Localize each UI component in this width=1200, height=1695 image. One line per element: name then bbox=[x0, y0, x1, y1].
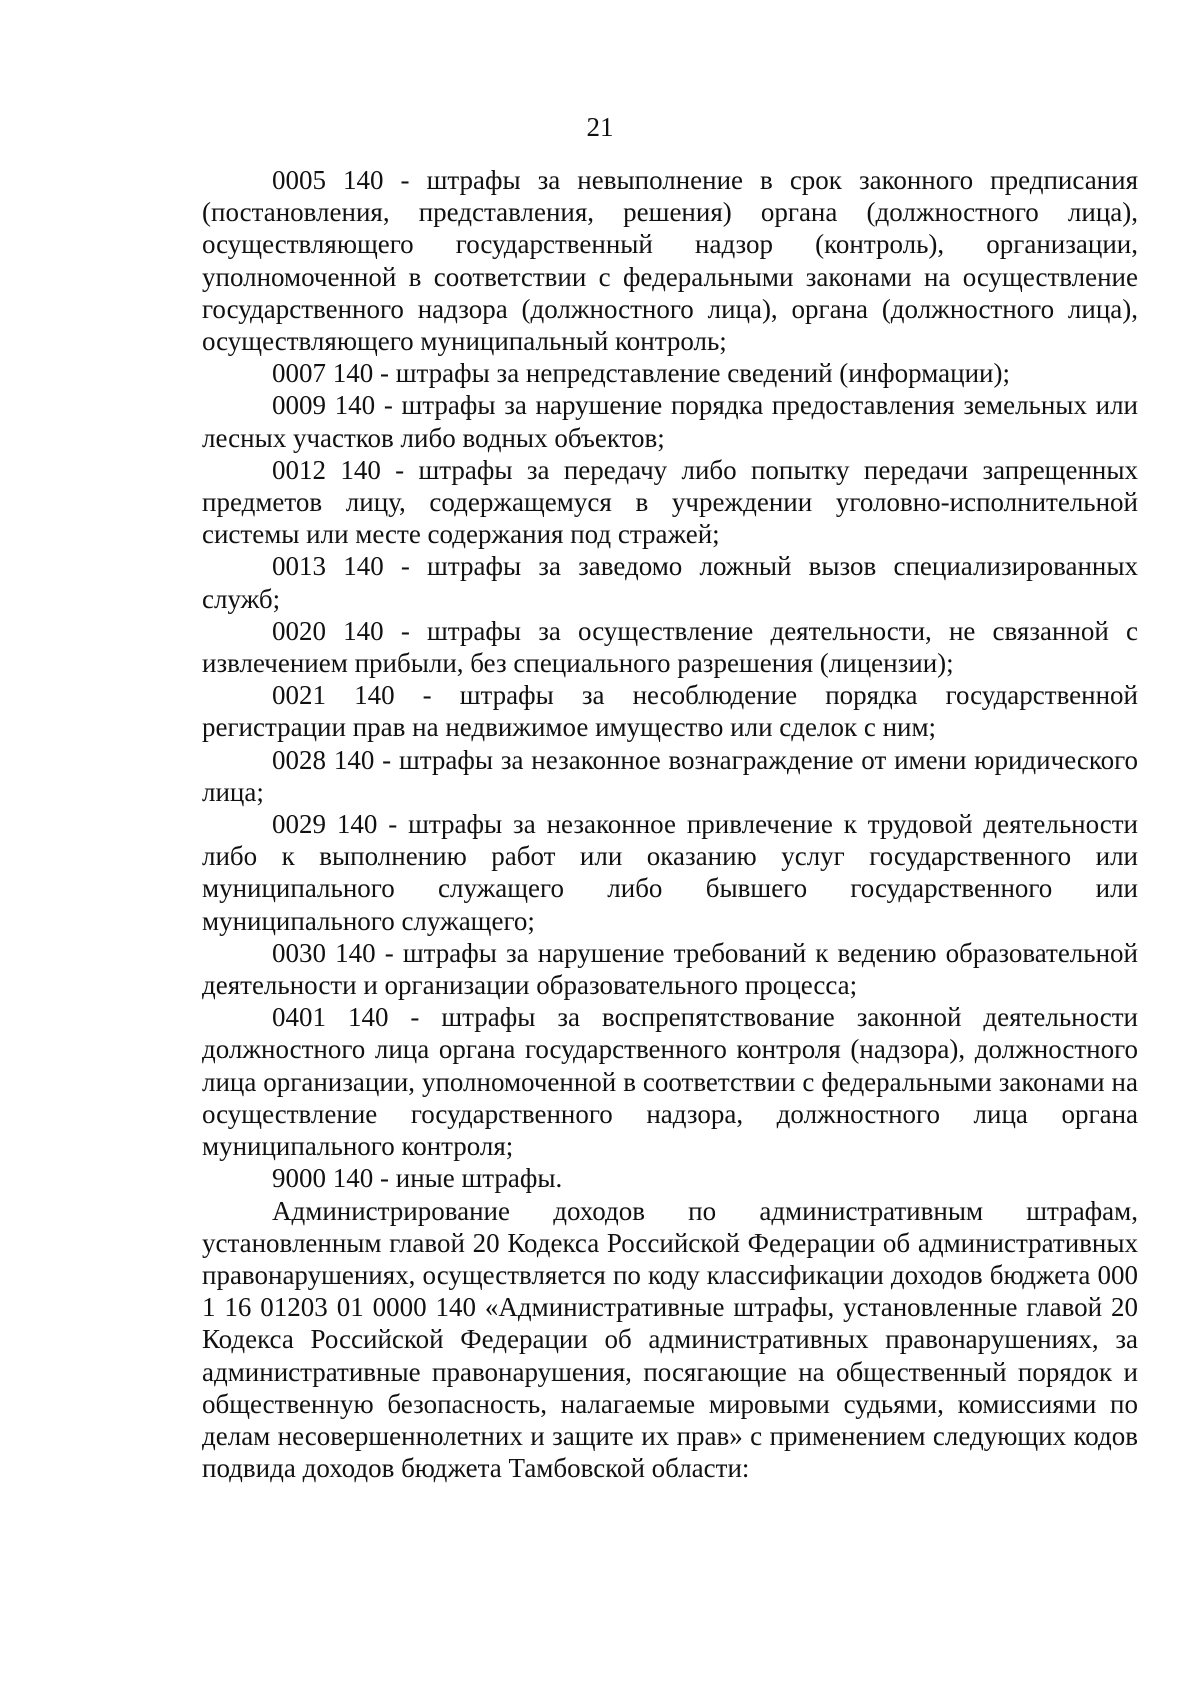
paragraph-0021: 0021 140 - штрафы за несоблюдение порядка государственной регистрации прав на недвижимое имущество или сделок с ним; bbox=[202, 680, 1138, 743]
paragraph-0013: 0013 140 - штрафы за заведомо ложный вызов специализированных служб; bbox=[202, 551, 1138, 614]
paragraph-9000: 9000 140 - иные штрафы. bbox=[272, 1163, 563, 1194]
document-body bbox=[202, 164, 1138, 1484]
paragraph-0005: 0005 140 - штрафы за невыполнение в срок законного предписания (постановления, представления, решения) органа (должностного лица), осуществляющего государственный надзор (контроль), организации, уполномоченной в соответствии с федеральными законами на осуществление государственного надзора (должностного лица), органа (должностного лица), осуществляющего муниципальный контроль; bbox=[202, 165, 1138, 357]
paragraph-0029: 0029 140 - штрафы за незаконное привлечение к трудовой деятельности либо к выполнению работ или оказанию услуг государственного или муниципального служащего либо бывшего государственного или муниципального служащего; bbox=[202, 809, 1138, 936]
paragraph-0028: 0028 140 - штрафы за незаконное вознаграждение от имени юридического лица; bbox=[202, 744, 1138, 807]
paragraph-0030: 0030 140 - штрафы за нарушение требований к ведению образовательной деятельности и организации образовательного процесса; bbox=[202, 937, 1138, 1001]
paragraph-0007: 0007 140 - штрафы за непредставление сведений (информации); bbox=[272, 358, 1010, 389]
paragraph-0012: 0012 140 - штрафы за передачу либо попытку передачи запрещенных предметов лицу, содержащемуся в учреждении уголовно-исполнительной системы или месте содержания под стражей; bbox=[202, 454, 1138, 550]
paragraph-0020: 0020 140 - штрафы за осуществление деятельности, не связанной с извлечением прибыли, без специального разрешения (лицензии); bbox=[202, 615, 1138, 679]
paragraph-administration: Администрирование доходов по административным штрафам, установленным главой 20 Кодекса Российской Федерации об административных правонарушениях, осуществляется по коду классификации доходов бюджета 000 1 16 01203 01 0000 140 «Административные штрафы, установленные главой 20 Кодекса Российской Федерации об административных правонарушениях, за административные правонарушения, посягающие на общественный порядок и общественную безопасность, налагаемые мировыми судьями, комиссиями по делам несовершеннолетних и защите их прав» с применением следующих кодов подвида доходов бюджета Тамбовской области: bbox=[202, 1195, 1138, 1484]
page-number: 21 bbox=[586, 112, 614, 142]
paragraph-0009: 0009 140 - штрафы за нарушение порядка предоставления земельных или лесных участков либо водных объектов; bbox=[202, 390, 1138, 453]
paragraph-0401: 0401 140 - штрафы за воспрепятствование законной деятельности должностного лица органа государственного контроля (надзора), должностного лица организации, уполномоченной в соответствии с федеральными законами на осуществление государственного надзора, должностного лица органа муниципального контроля; bbox=[202, 1002, 1138, 1162]
